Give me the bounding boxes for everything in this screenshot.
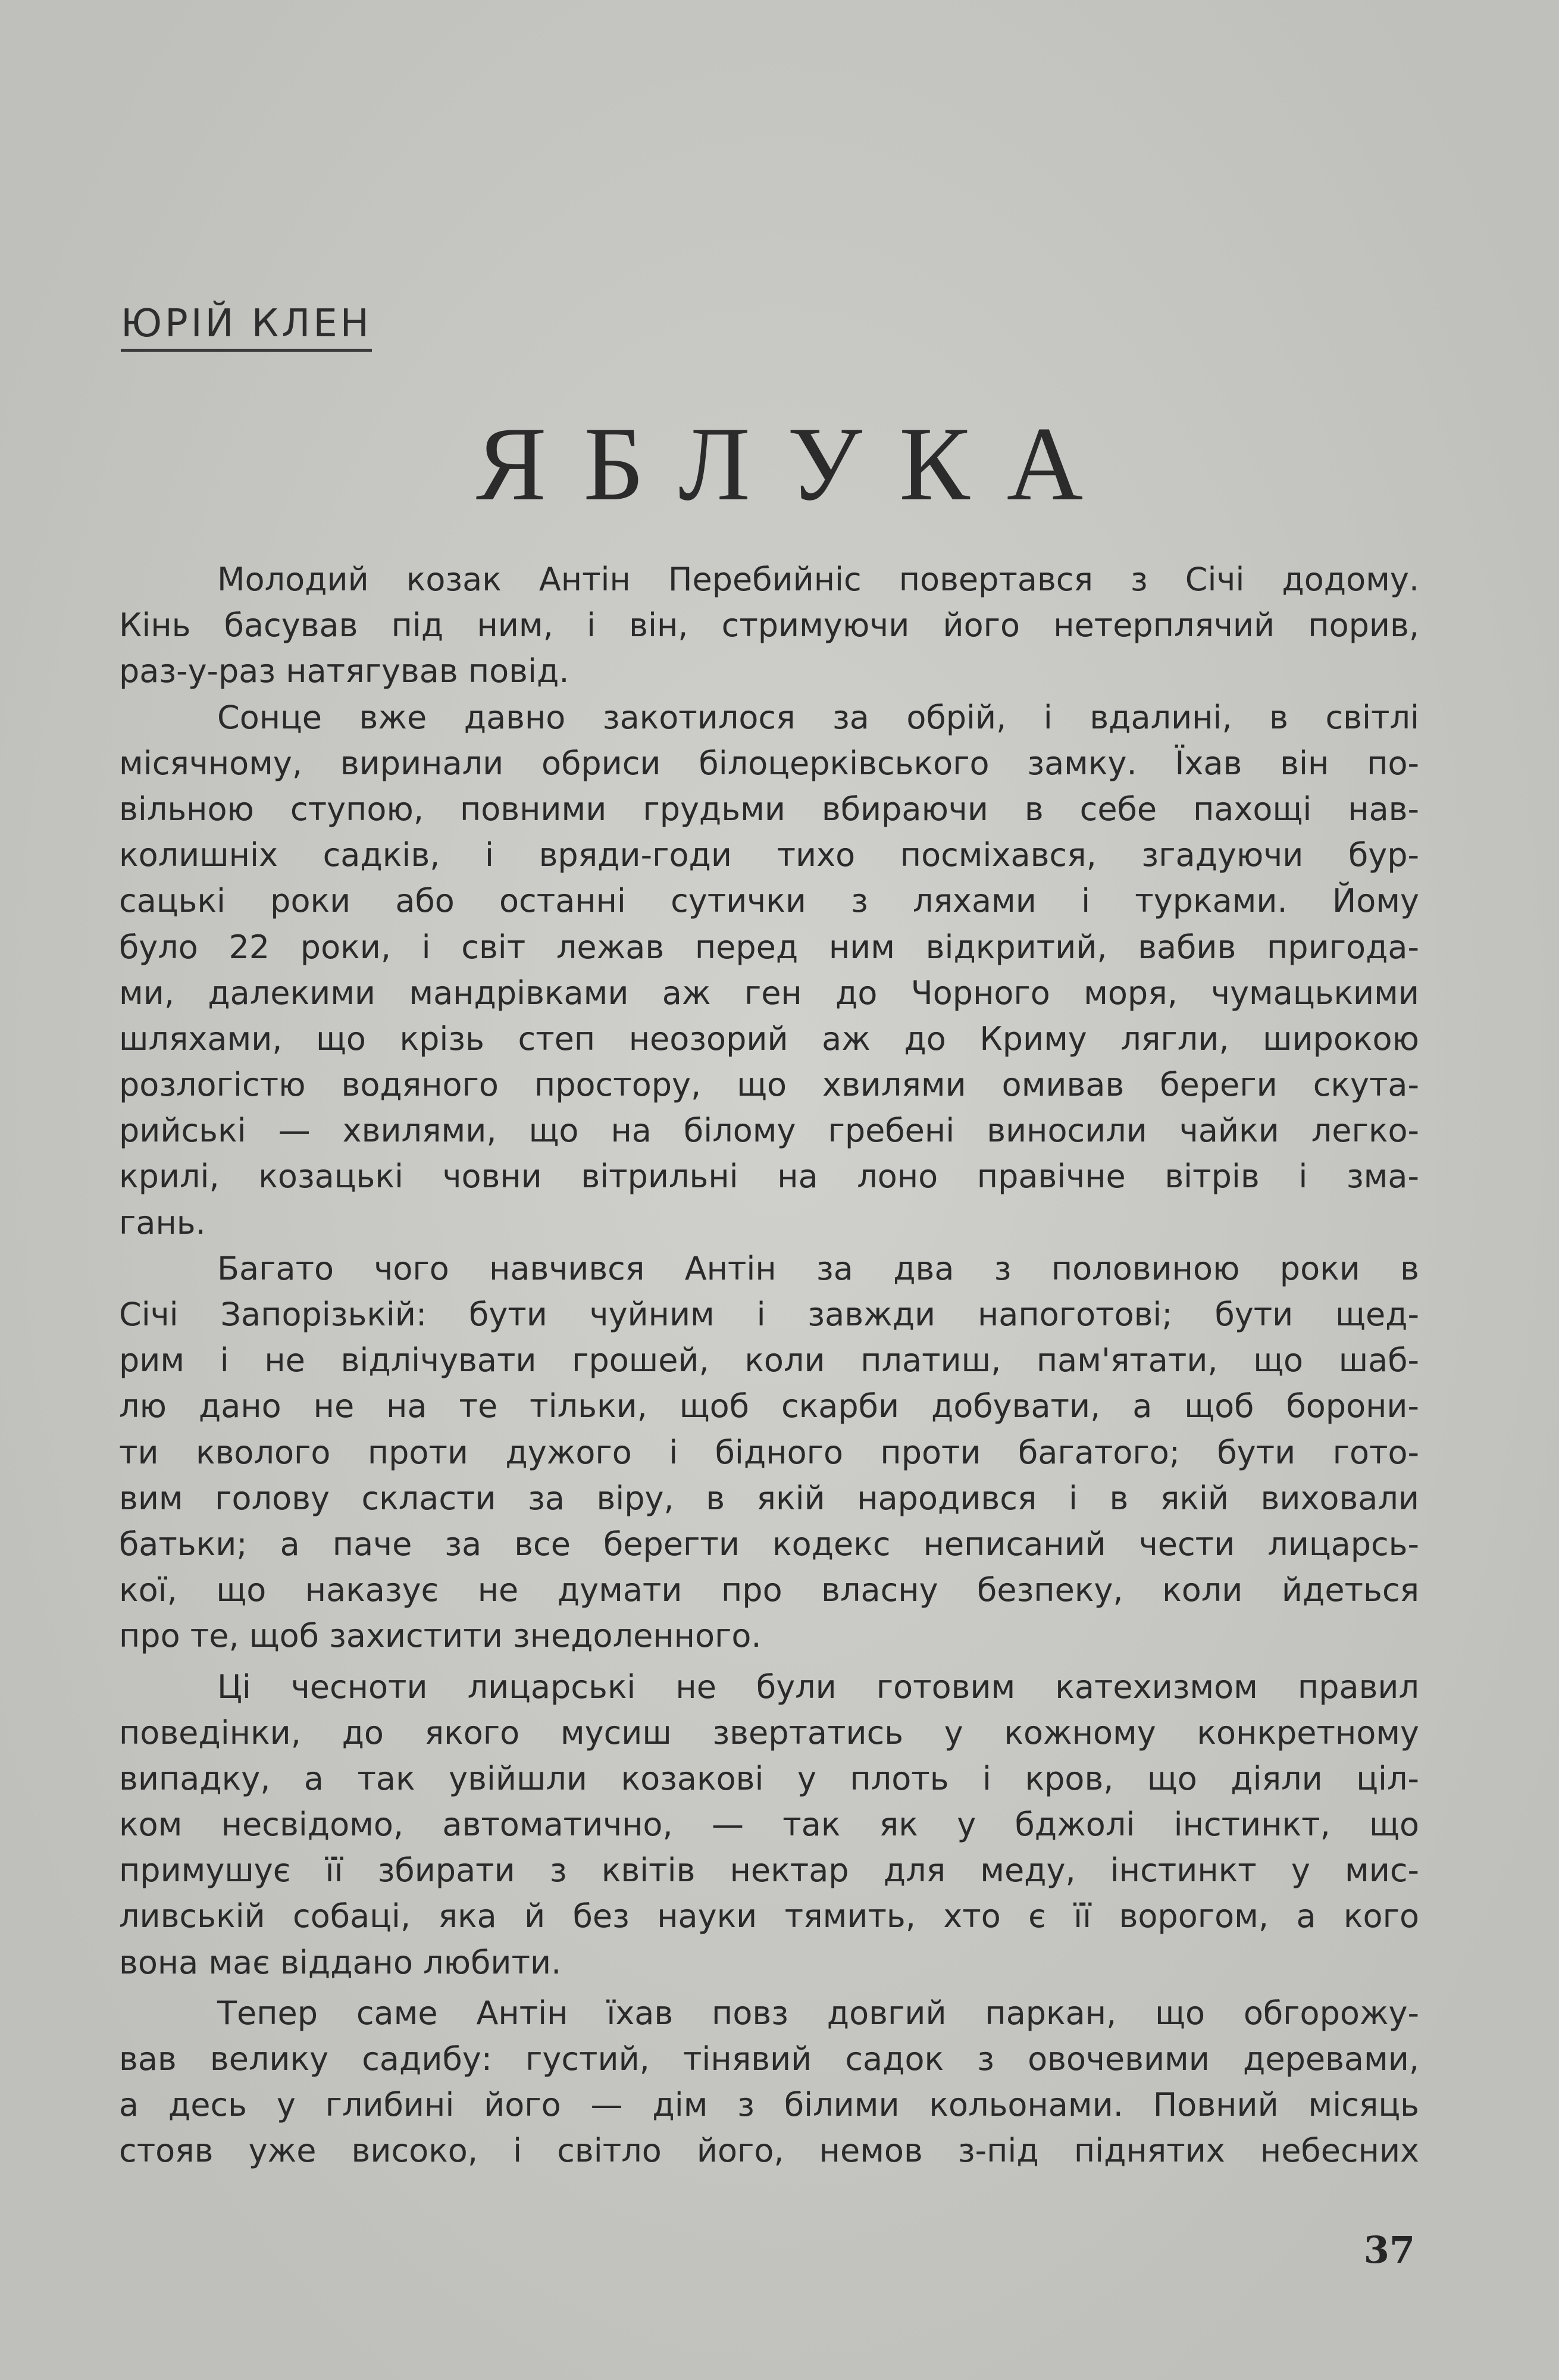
paragraph-gap: [119, 1659, 1419, 1664]
text-line: лю дано не на те тільки, щоб скарби добувати, а щоб борони-: [119, 1387, 1419, 1425]
paragraph: [119, 695, 1419, 1246]
text-line: вона має віддано любити.: [119, 1943, 562, 1981]
text-line: про те, щоб захистити знедоленного.: [119, 1617, 762, 1655]
text-line: шляхами, що крізь степ неозорий аж до Криму лягли, широкою: [119, 1019, 1419, 1058]
text-line: Сонце вже давно закотилося за обрій, і вдалині, в світлі: [217, 698, 1419, 736]
story-body: [119, 556, 1419, 2174]
text-line: кої, що наказує не думати про власну безпеку, коли йдеться: [119, 1571, 1419, 1609]
text-line: вав велику садибу: густий, тінявий садок з овочевими деревами,: [119, 2040, 1419, 2078]
text-line: стояв уже високо, і світло його, немов з-під піднятих небесних: [119, 2132, 1419, 2170]
text-line: ти кволого проти дужого і бідного проти багатого; бути гото-: [119, 1433, 1419, 1471]
text-line: Січі Запорізькій: бути чуйним і завжди напоготові; бути щед-: [119, 1296, 1419, 1333]
text-line: рийські — хвилями, що на білому гребені виносили чайки легко-: [119, 1112, 1419, 1150]
text-line: а десь у глибині його — дім з білими кольонами. Повний місяць: [119, 2086, 1419, 2124]
text-line: Тепер саме Антін їхав повз довгий паркан, що обгорожу-: [217, 1994, 1419, 2032]
text-line: батьки; а паче за все берегти кодекс неписаний чести лицарсь-: [119, 1525, 1419, 1563]
text-line: примушує її збирати з квітів нектар для меду, інстинкт у мис-: [119, 1852, 1419, 1890]
text-line: Ці чесноти лицарські не були готовим катехизмом правил: [217, 1668, 1419, 1706]
text-line: рим і не відлічувати грошей, коли платиш, пам'ятати, що шаб-: [119, 1341, 1419, 1380]
paragraph: [119, 1246, 1419, 1659]
paragraph: [119, 1664, 1419, 1985]
text-line: ливській собаці, яка й без науки тямить, хто є її ворогом, а кого: [119, 1897, 1419, 1935]
text-line: місячному, виринали обриси білоцерківського замку. Їхав він по-: [119, 744, 1419, 782]
text-line: раз-у-раз натягував повід.: [119, 652, 569, 690]
text-line: ком несвідомо, автоматично, — так як у бджолі інстинкт, що: [119, 1806, 1419, 1844]
text-line: Багато чого навчився Антін за два з половиною роки в: [217, 1249, 1419, 1287]
text-line: розлогістю водяного простору, що хвилями омивав береги скута-: [119, 1066, 1419, 1104]
text-line: поведінки, до якого мусиш звертатись у кожному конкретному: [119, 1713, 1419, 1752]
text-line: вільною ступою, повними грудьми вбираючи в себе пахощі нав-: [119, 790, 1419, 828]
text-line: сацькі роки або останні сутички з ляхами і турками. Йому: [119, 882, 1419, 920]
text-line: ми, далекими мандрівками аж ген до Чорного моря, чумацькими: [119, 974, 1419, 1012]
story-title: ЯБЛУКА: [475, 405, 1120, 523]
text-line: крилі, козацькі човни вітрильні на лоно правічне вітрів і зма-: [119, 1158, 1419, 1196]
page-number: 37: [1363, 2228, 1415, 2272]
text-line: гань.: [119, 1203, 206, 1241]
paragraph: [119, 1990, 1419, 2174]
text-line: колишніх садків, і вряди-годи тихо посміхався, згадуючи бур-: [119, 836, 1419, 874]
text-line: вим голову скласти за віру, в якій народився і в якій виховали: [119, 1479, 1419, 1517]
paragraph-gap: [119, 1985, 1419, 1990]
text-line: Молодий козак Антін Перебийніс повертався з Січі додому.: [217, 561, 1419, 598]
text-line: було 22 роки, і світ лежав перед ним відкритий, вабив пригода-: [119, 928, 1419, 966]
author-name: ЮРІЙ КЛЕН: [121, 305, 372, 352]
text-line: випадку, а так увійшли козакові у плоть і кров, що діяли ціл-: [119, 1759, 1419, 1797]
paragraph: [119, 556, 1419, 695]
text-line: Кінь басував під ним, і він, стримуючи його нетерплячий порив,: [119, 606, 1419, 645]
